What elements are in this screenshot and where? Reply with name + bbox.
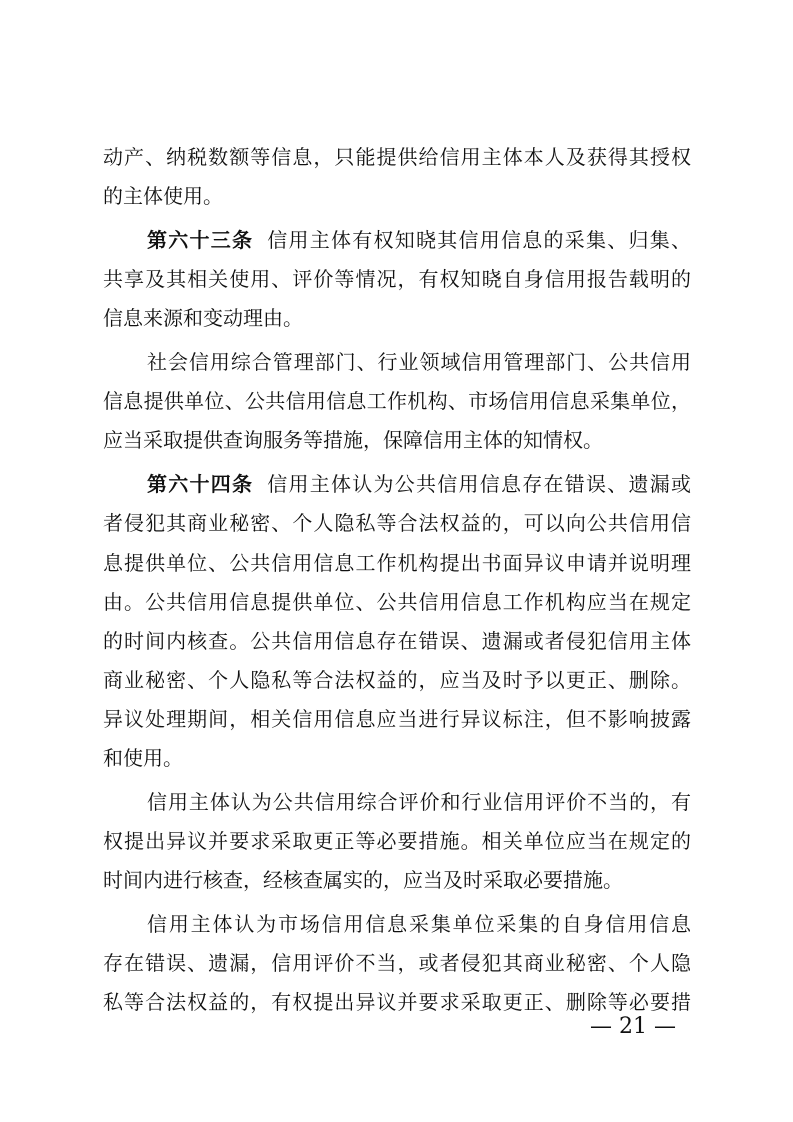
text-line: 共享及其相关使用、评价等情况，有权知晓自身信用报告载明的 bbox=[103, 267, 691, 291]
article-63-first-line bbox=[147, 226, 691, 254]
text-line: 由。公共信用信息提供单位、公共信用信息工作机构应当在规定 bbox=[103, 590, 691, 614]
text-line: 的主体使用。 bbox=[103, 184, 223, 208]
article-64-first-line bbox=[147, 470, 691, 498]
text-line: 权提出异议并要求采取更正等必要措施。相关单位应当在规定的 bbox=[103, 829, 691, 853]
text-line: 应当采取提供查询服务等措施，保障信用主体的知情权。 bbox=[103, 428, 603, 452]
text-line: 息提供单位、公共信用信息工作机构提出书面异议申请并说明理 bbox=[103, 551, 691, 575]
text-line: 社会信用综合管理部门、行业领域信用管理部门、公共信用 bbox=[147, 350, 691, 374]
text-line: 动产、纳税数额等信息，只能提供给信用主体本人及获得其授权 bbox=[103, 145, 691, 169]
text-line: 信息来源和变动理由。 bbox=[103, 306, 303, 330]
text-line: 信用主体认为市场信用信息采集单位采集的自身信用信息 bbox=[147, 912, 691, 936]
text-line: 者侵犯其商业秘密、个人隐私等合法权益的，可以向公共信用信 bbox=[103, 511, 691, 535]
text-line: 的时间内核查。公共信用信息存在错误、遗漏或者侵犯信用主体 bbox=[103, 629, 691, 653]
text-line: 私等合法权益的，有权提出异议并要求采取更正、删除等必要措 bbox=[103, 990, 691, 1014]
article-63-heading: 第六十三条 bbox=[147, 228, 254, 252]
text-line: 信用主体认为公共信用综合评价和行业信用评价不当的，有 bbox=[147, 790, 691, 814]
article-64-heading: 第六十四条 bbox=[147, 472, 254, 496]
text-line: 信息提供单位、公共信用信息工作机构、市场信用信息采集单位， bbox=[103, 389, 691, 413]
text-line: 时间内进行核查，经核查属实的，应当及时采取必要措施。 bbox=[103, 868, 623, 892]
text-line: 异议处理期间，相关信用信息应当进行异议标注，但不影响披露 bbox=[103, 707, 691, 731]
text-line-fragment: 信用主体有权知晓其信用信息的采集、归集、 bbox=[267, 228, 691, 252]
page-number: — 21 — bbox=[590, 1014, 676, 1039]
text-line: 存在错误、遗漏，信用评价不当，或者侵犯其商业秘密、个人隐 bbox=[103, 951, 691, 975]
text-line-fragment: 信用主体认为公共信用信息存在错误、遗漏或 bbox=[267, 472, 691, 496]
text-line: 和使用。 bbox=[103, 746, 183, 770]
text-line: 商业秘密、个人隐私等合法权益的，应当及时予以更正、删除。 bbox=[103, 668, 691, 692]
